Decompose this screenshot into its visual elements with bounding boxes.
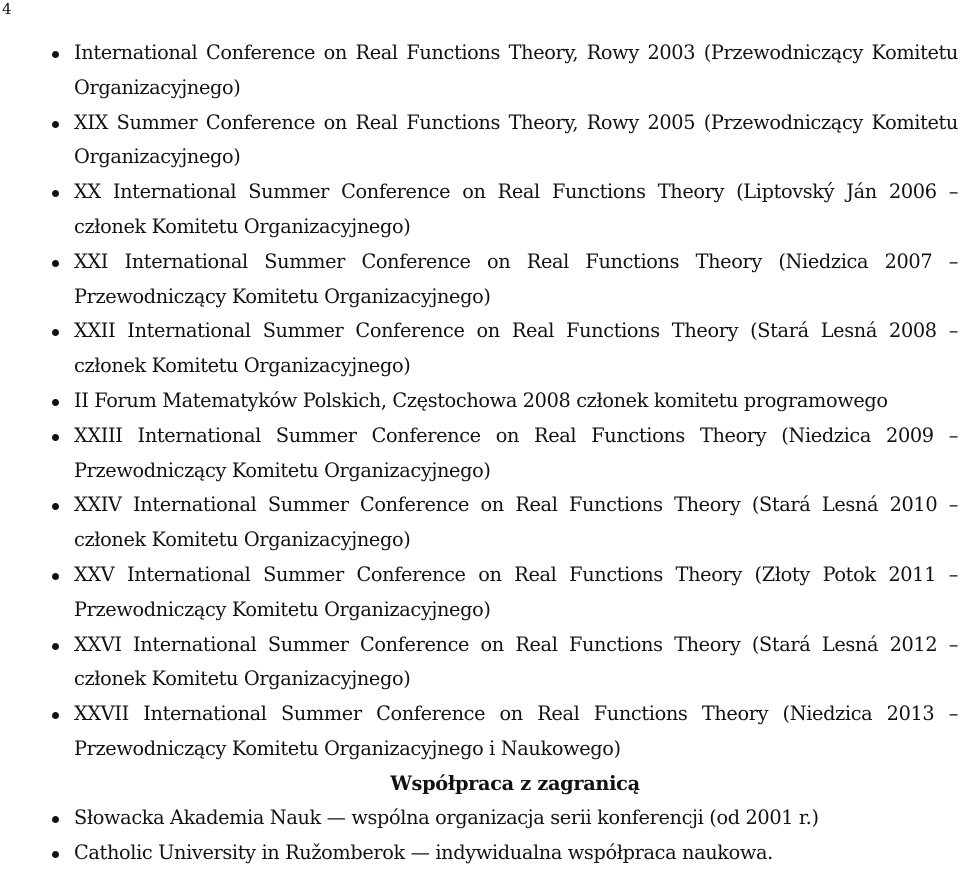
- list-item: [52, 419, 958, 489]
- bullet-icon: [52, 573, 59, 580]
- list-item: [52, 836, 958, 871]
- list-item-text: XIX Summer Conference on Real Functions Theory, Rowy 2005 (Przewodniczący Komitetu Organizacyjnego): [74, 110, 958, 169]
- bullet-icon: [52, 190, 59, 197]
- bullet-icon: [52, 434, 59, 441]
- list-item-text: XXII International Summer Conference on Real Functions Theory (Stará Lesná 2008 – członek Komitetu Organizacyjnego): [74, 319, 958, 378]
- list-item-text: XXI International Summer Conference on Real Functions Theory (Niedzica 2007 – Przewodniczący Komitetu Organizacyjnego): [74, 249, 958, 308]
- bullet-icon: [52, 329, 59, 336]
- list-item: [52, 558, 958, 628]
- list-item-text: XXIII International Summer Conference on Real Functions Theory (Niedzica 2009 – Przewodniczący Komitetu Organizacyjnego): [74, 423, 958, 482]
- list-item: [52, 628, 958, 698]
- list-item: [52, 106, 958, 176]
- list-item: [52, 384, 958, 419]
- document-body: [52, 36, 958, 870]
- bullet-icon: [52, 816, 59, 823]
- list-item: [52, 36, 958, 106]
- bullet-icon: [52, 712, 59, 719]
- list-item-text: XXVII International Summer Conference on Real Functions Theory (Niedzica 2013 – Przewodniczący Komitetu Organizacyjnego i Naukowego): [74, 702, 958, 760]
- bullet-icon: [52, 260, 59, 267]
- page-number: 4: [2, 0, 12, 18]
- bullet-icon: [52, 503, 59, 510]
- conference-list: [52, 36, 958, 767]
- bullet-icon: [52, 51, 59, 58]
- list-item-text: Słowacka Akademia Nauk — wspólna organizacja serii konferencji (od 2001 r.): [74, 805, 819, 829]
- list-item-text: XXIV International Summer Conference on Real Functions Theory (Stará Lesná 2010 – członek Komitetu Organizacyjnego): [74, 493, 958, 552]
- list-item-text: Catholic University in Ružomberok — indywidualna współpraca naukowa.: [74, 840, 773, 864]
- bullet-icon: [52, 399, 59, 406]
- bullet-icon: [52, 851, 59, 858]
- list-item-text: XXV International Summer Conference on Real Functions Theory (Złoty Potok 2011 – Przewodniczący Komitetu Organizacyjnego): [74, 562, 958, 621]
- list-item: [52, 697, 958, 767]
- cooperation-list: [52, 801, 958, 871]
- list-item-text: XX International Summer Conference on Real Functions Theory (Liptovský Ján 2006 – członek Komitetu Organizacyjnego): [74, 180, 958, 238]
- list-item: [52, 488, 958, 558]
- bullet-icon: [52, 121, 59, 128]
- list-item-text: XXVI International Summer Conference on Real Functions Theory (Stará Lesná 2012 – członek Komitetu Organizacyjnego): [74, 632, 958, 691]
- section-heading: Współpraca z zagranicą: [390, 771, 640, 795]
- list-item-text: II Forum Matematyków Polskich, Częstochowa 2008 członek komitetu programowego: [74, 388, 888, 412]
- list-item: [52, 245, 958, 315]
- list-item: [52, 175, 958, 245]
- list-item: [52, 801, 958, 836]
- list-item: [52, 314, 958, 384]
- list-item-text: International Conference on Real Functions Theory, Rowy 2003 (Przewodniczący Komitetu Organizacyjnego): [74, 41, 958, 99]
- bullet-icon: [52, 643, 59, 650]
